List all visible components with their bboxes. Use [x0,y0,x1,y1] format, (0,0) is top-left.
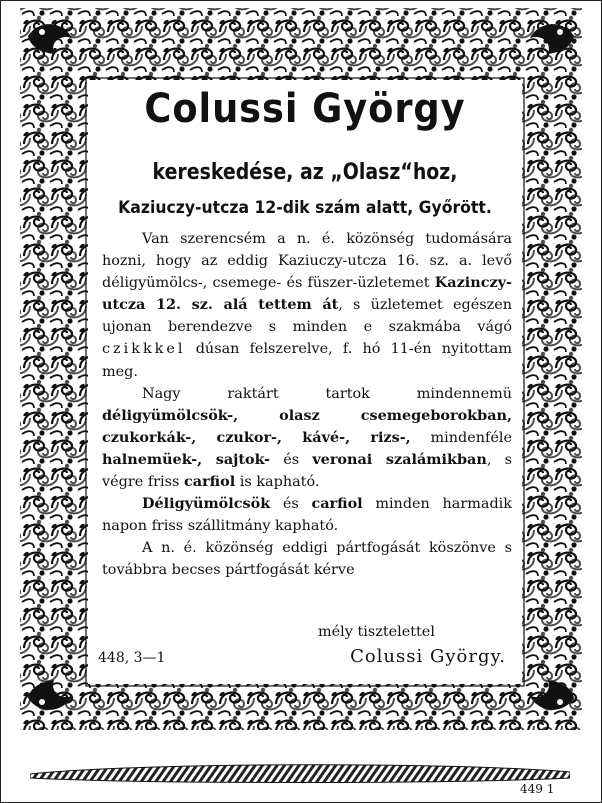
new-address-bold: Kazinczy-utcza 12. sz. alá tettem át [102,274,512,314]
closing-salutation: mély tisztelettel [318,624,435,640]
shop-subtitle: kereskedése, az „Olasz“hoz, [152,160,458,185]
announcement-body [102,228,512,582]
shop-address: Kaziuczy-utcza 12-dik szám alatt, Győrött. [118,198,492,218]
signature: Colussi György. [350,646,506,667]
reference-number: 448, 3—1 [98,650,166,666]
paragraph-delivery: Déligyümölcsök és carfiol minden harmadik napon friss szállitmány kapható. [102,495,512,535]
decorative-bottom-band [30,760,570,786]
spaced-word: czikkkel [102,341,186,358]
paragraph-relocation: Van szerencsém a n. é. közönség tudomására hozni, hogy az eddig Kaziuczy-utcza 16. sz. a. levő déligyümölcs-, csemege- és füszer-üzletemet Kazinczy-utcza 12. sz. alá tettem át, s üzletemet egészen ujonan berendezve s minden e szakmába vágó czikkkel dúsan felszerelve, f. hó 11-én nyitottam meg. [102,231,512,380]
paragraph-stock: Nagy raktárt tartok mindennemü déligyümölcsök-, olasz csemegeborokban, czukorkák-, czukor-, kávé-, rizs-, mindenféle halnemüek-, sajtok- és veronai szalámikban, s végre friss carfiol is kapható. [102,385,512,491]
paragraph-thanks: A n. é. közönség eddigi pártfogását köszönve s továbbra becses pártfogását kérve [102,540,512,579]
merchant-name-heading: Colussi György [144,86,466,132]
advertisement-content [88,80,522,684]
page-number: 449 1 [520,782,555,796]
